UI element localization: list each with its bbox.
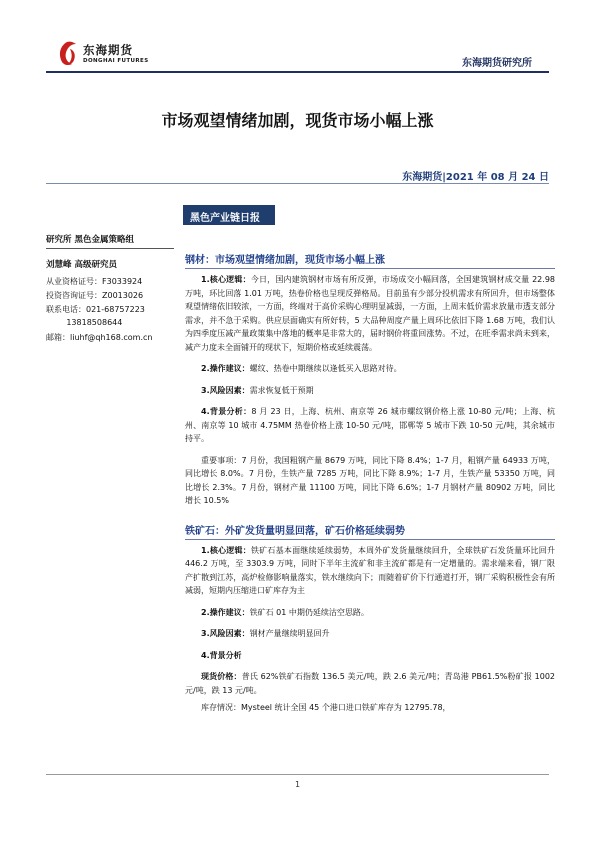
ore-risk-label: 3.风险因素：	[201, 629, 250, 638]
phone-number: 联系电话：021-68757223	[46, 305, 145, 314]
section-label-band	[183, 205, 275, 225]
ore-background-label: 4.背景分析	[201, 650, 242, 660]
steel-suggestion-text: 螺纹、热卷中期继续以逢低买入思路对待。	[249, 364, 402, 373]
steel-background	[185, 405, 555, 446]
ore-core-logic-text: 铁矿石基本面继续延续弱势，本周外矿发货量继续回升，全球铁矿石发货量环比回升 446.2 万吨，至 3303.9 万吨，同时下半年主流矿和非主流矿都是有一定增量的。需求端来看，钢厂限产扩散到江苏，高炉检修影响量落实，铁水继续向下；而随着矿价下行通道打开，钢厂采购积极性会有所减弱，短期内压缩进口矿库存为主	[185, 545, 555, 595]
qualification-number: 从业资格证号：F3033924	[46, 277, 143, 286]
donghai-logo-icon	[54, 40, 80, 68]
left-divider	[46, 248, 174, 249]
analyst-name: 刘慧峰 高级研究员	[46, 260, 117, 270]
mobile-number: 13818508644	[46, 318, 123, 327]
steel-suggestion	[185, 362, 555, 376]
department: 研究所 黑色金属策略组	[46, 235, 134, 245]
steel-heading-text: 钢材：市场观望情绪加剧，现货市场小幅上涨	[185, 255, 385, 266]
ore-risk-text: 钢材产量继续明显回升	[249, 629, 330, 638]
steel-heading-rule	[185, 268, 555, 269]
footer-divider	[46, 774, 549, 775]
report-date: 东海期货|2021 年 08 月 24 日	[402, 172, 549, 183]
header-divider	[46, 71, 549, 73]
ore-risk	[185, 627, 555, 641]
report-title: 市场观望情绪加剧，现货市场小幅上涨	[161, 111, 434, 130]
steel-core-logic-label: 1.核心逻辑：	[201, 275, 251, 284]
steel-suggestion-label: 2.操作建议：	[201, 364, 250, 373]
steel-risk-text: 需求恢复低于预期	[249, 385, 314, 395]
ore-core-logic	[185, 544, 555, 598]
ore-spot-price-text: 普氏 62%铁矿石指数 136.5 美元/吨，跌 2.6 美元/吨；青岛港 PB61.5%粉矿报 1002 元/吨，跌 13 元/吨。	[185, 672, 555, 695]
steel-core-logic	[185, 273, 555, 354]
header-organization: 东海期货研究所	[462, 58, 532, 69]
report-body	[185, 245, 555, 715]
steel-risk-label: 3.风险因素：	[201, 385, 250, 395]
steel-risk	[185, 384, 555, 398]
ore-core-logic-label: 1.核心逻辑：	[201, 545, 251, 555]
steel-core-logic-text: 今日，国内建筑钢材市场有所反弹，市场成交小幅回落，全国建筑钢材成交量 22.98 万吨，环比回落 1.01 万吨，热卷价格也呈现反弹格局。目前虽有少部分投机需求有所回升，但市场整体观望情绪依旧较浓，一方面，终端对于高价采购心理明显减弱，一方面，上周末低价需求放量市透支部分需求，并不急于采购。供应层面确实有所好转，5 大品种周度产量上周环比依旧下降 1.68 万吨，我们认为四季度压减产量政策集中落地的概率是非常大的，届时钢价将重回涨势。不过，在旺季需求尚未到来，减产力度未全面铺开的现状下，短期价格或延续震荡。	[185, 275, 555, 352]
steel-background-text: 8 月 23 日，上海、杭州、南京等 26 城市螺纹钢价格上涨 10-80 元/吨；上海、杭州、南京等 10 城市 4.75MM 热卷价格上涨 10-50 元/吨，邯郸等 5 城市下跌 10-50 元/吨，其余城市持平。	[185, 407, 555, 443]
steel-background-label: 4.背景分析：	[201, 407, 252, 416]
company-logo	[54, 40, 149, 70]
ore-section-heading	[185, 522, 555, 540]
ore-background	[185, 649, 555, 663]
ore-spot-price	[185, 670, 555, 697]
steel-important-events: 重要事项：7 月份，我国粗钢产量 8679 万吨，同比下降 8.4%；1-7 月，粗钢产量 64933 万吨，同比增长 8.0%。7 月份，生铁产量 7285 万吨，同比下降 8.9%；1-7 月，生铁产量 53350 万吨，同比增长 2.3%。7 月份，钢材产量 11100 万吨，同比下降 6.6%；1-7 月钢材产量 80902 万吨，同比增长 10.5%	[185, 455, 555, 505]
logo-english-name: DONGHAI FUTURES	[83, 58, 149, 64]
ore-heading-rule	[185, 539, 555, 540]
ore-suggestion	[185, 606, 555, 620]
ore-suggestion-text: 铁矿石 01 中期仍延续沽空思路。	[249, 607, 369, 617]
ore-heading-text: 铁矿石：外矿发货量明显回落，矿石价格延续弱势	[185, 525, 405, 537]
date-divider	[46, 183, 549, 184]
ore-spot-price-label: 现货价格：	[201, 672, 242, 681]
logo-name: 东海期货	[83, 43, 133, 57]
email-address: 邮箱：liuhf@qh168.com.cn	[46, 333, 153, 342]
section-label: 黑色产业链日报	[190, 213, 260, 224]
ore-suggestion-label: 2.操作建议：	[201, 607, 250, 617]
page-number: 1	[294, 780, 301, 789]
ore-inventory: 库存情况：Mysteel 统计全国 45 个港口进口铁矿库存为 12795.78，	[201, 703, 451, 712]
steel-section-heading	[185, 251, 555, 269]
consulting-number: 投资咨询证号：Z0013026	[46, 291, 144, 300]
